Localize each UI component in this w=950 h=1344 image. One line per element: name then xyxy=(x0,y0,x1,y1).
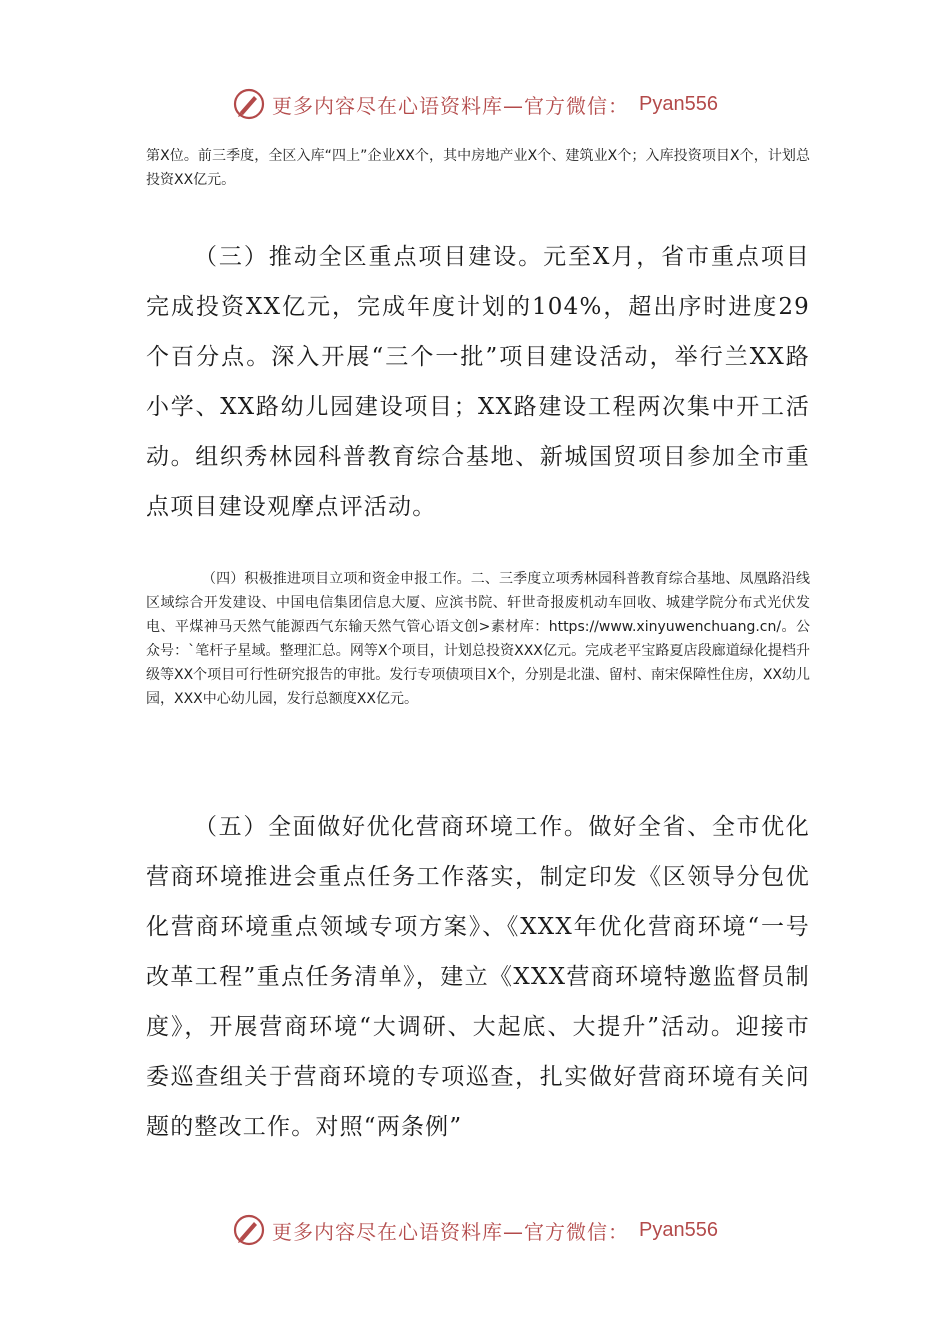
paragraph-section-three: （三）推动全区重点项目建设。元至X月，省市重点项目完成投资XX亿元，完成年度计划的104%，超出序时进度29个百分点。深入开展“三个一批”项目建设活动，举行兰XX路小学、XX路幼儿园建设项目；XX路建设工程两次集中开工活动。组织秀林园科普教育综合基地、新城国贸项目参加全市重点项目建设观摩点评活动。 xyxy=(146,244,810,520)
wechat-id: Pyan556 xyxy=(639,92,718,115)
pen-logo-icon xyxy=(232,1213,266,1247)
paragraph-section-five: （五）全面做好优化营商环境工作。做好全省、全市优化营商环境推进会重点任务工作落实，制定印发《区领导分包优化营商环境重点领域专项方案》、《XXX年优化营商环境“一号改革工程”重点任务清单》，建立《XXX营商环境特邀监督员制度》，开展营商环境“大调研、大起底、大提升”活动。迎接市委巡查组关于营商环境的专项巡查，扎实做好营商环境有关问题的整改工作。对照“两条例” xyxy=(146,814,810,1140)
paragraph-continuation: 第X位。前三季度，全区入库“四上”企业XX个，其中房地产业X个、建筑业X个；入库投资项目X个，计划总投资XX亿元。 xyxy=(146,148,810,188)
header-banner xyxy=(0,84,950,124)
paragraph-section-four: （四）积极推进项目立项和资金申报工作。二、三季度立项秀林园科普教育综合基地、凤凰路沿线区域综合开发建设、中国电信集团信息大厦、应滨书院、轩世奇报废机动车回收、城建学院分布式光伏发电、平煤神马天然气能源西气东输天然气管心语文创>素材库：https://www.xinyuwenchuang.cn/。公众号：`笔杆子星域。整理汇总。网等X个项目，计划总投资XXX亿元。完成老平宝路夏店段廊道绿化提档升级等XX个项目可行性研究报告的审批。发行专项债项目X个，分别是北滍、留村、南宋保障性住房，XX幼儿园，XXX中心幼儿园，发行总额度XX亿元。 xyxy=(146,571,810,707)
banner-text: 更多内容尽在心语资料库—官方微信： xyxy=(272,93,630,118)
footer-banner xyxy=(0,1210,950,1250)
banner-text: 更多内容尽在心语资料库—官方微信： xyxy=(272,1219,630,1244)
pen-logo-icon xyxy=(232,87,266,121)
wechat-id: Pyan556 xyxy=(639,1218,718,1241)
